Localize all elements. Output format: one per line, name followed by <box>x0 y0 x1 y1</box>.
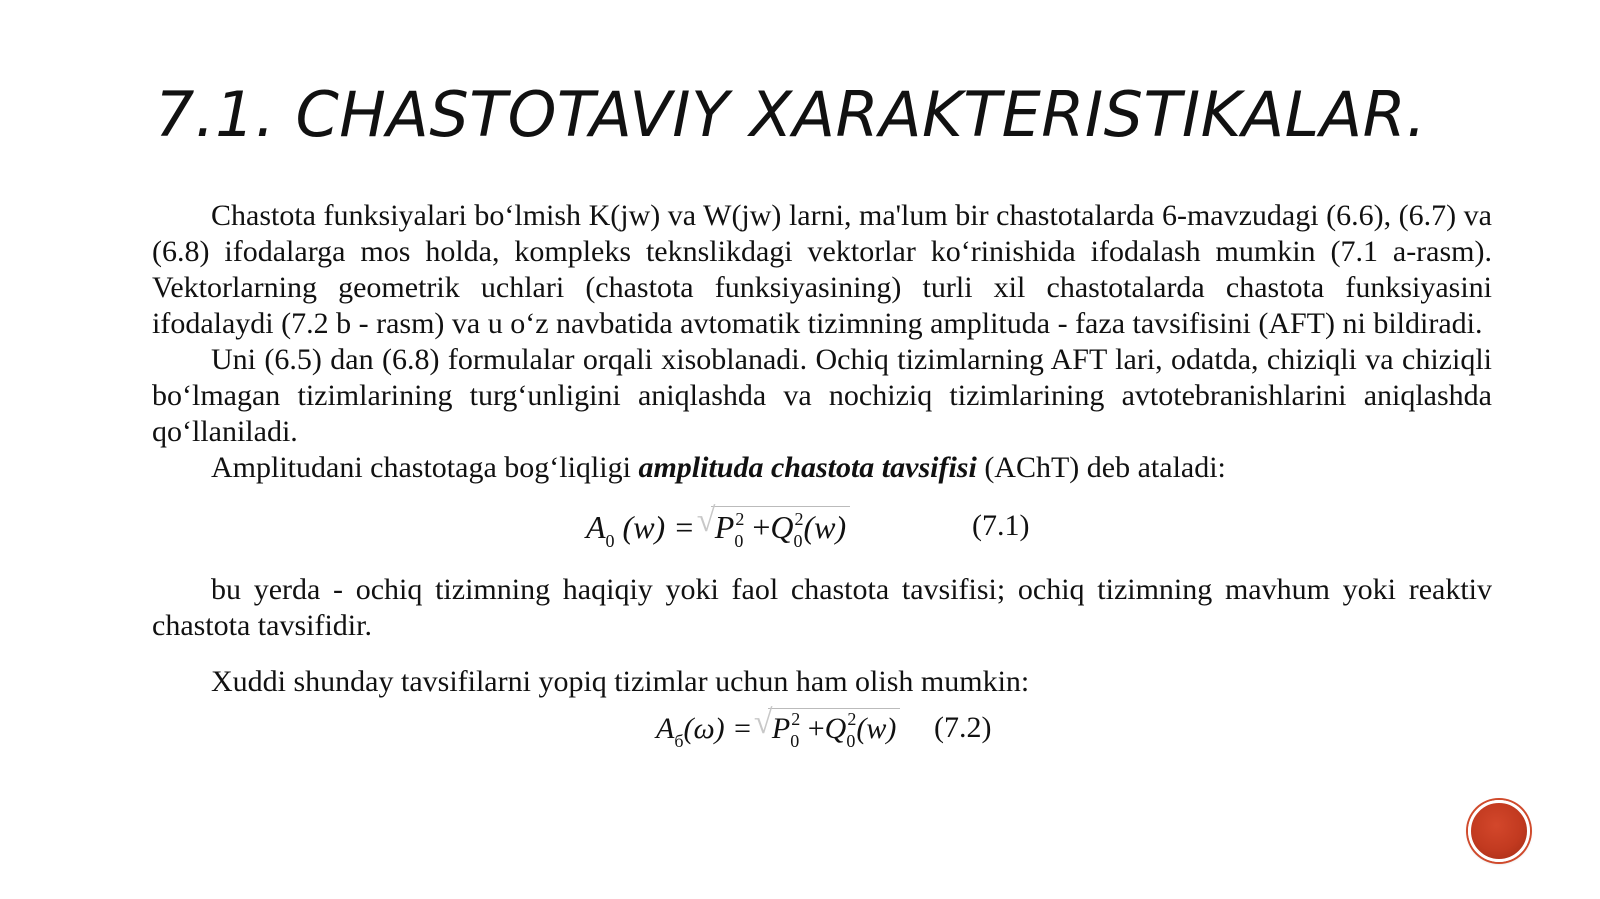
formula-2-p-sup: 2 <box>791 709 801 729</box>
formula-1-q: Q <box>770 509 794 545</box>
formula-1-p: P <box>714 509 735 545</box>
formula-1-p-sub: 0 <box>734 531 744 551</box>
formula-2-q-arg: (w) <box>856 712 897 745</box>
formula-1-lhs: A <box>586 509 606 545</box>
paragraph-3-before: Amplitudani chastotaga bog‘liqligi <box>211 451 639 484</box>
formula-1-q-sub: 0 <box>793 531 803 551</box>
spacer <box>152 644 1492 664</box>
formula-1-p-sup: 2 <box>735 509 745 529</box>
slide-title: 7.1. CHASTOTAVIY XARAKTERISTIKALAR. <box>155 78 1427 151</box>
formula-1-row <box>152 486 1492 572</box>
paragraph-3-after: (AChT) deb ataladi: <box>976 451 1226 484</box>
paragraph-2: Uni (6.5) dan (6.8) formulalar orqali xisoblanadi. Ochiq tizimlarning AFT lari, odatda, chiziqli va chiziqli bo‘lmagan tizimlarining turg‘unligini aniqlashda va nochiziq tizimlarining avtotebranishlarini aniqlashda qo‘llaniladi. <box>152 343 1492 448</box>
paragraph-3 <box>152 450 1492 486</box>
formula-1-q-sup: 2 <box>794 509 804 529</box>
formula-2-q-sub: 0 <box>846 731 856 751</box>
formula-1-q-arg: (w) <box>803 509 847 545</box>
formula-2-lhs: A <box>656 712 675 745</box>
formula-2-lhs-arg: (ω) = <box>683 712 753 745</box>
red-circle-button[interactable] <box>1468 800 1530 862</box>
formula-2-q-sup: 2 <box>847 709 857 729</box>
formula-1-lhs-sub: 0 <box>605 531 615 551</box>
formula-2-plus: + <box>807 712 825 745</box>
formula-1-lhs-arg: (w) = <box>622 509 695 545</box>
paragraph-1: Chastota funksiyalari bo‘lmish K(jw) va W(jw) larni, ma'lum bir chastotalarda 6-mavzudagi (6.6), (6.7) va (6.8) ifodalarga mos holda, kompleks teknslikdagi vektorlar ko‘rinishida ifodalash mumkin (7.1 a-rasm). Vektorlarning geometrik uchlari (chastota funksiyasining) turli xil chastotalarda chastota funksiyasini ifodalaydi (7.2 b - rasm) va u o‘z navbatida avtomatik tizimning amplituda - faza tavsifisini (AFT) ni bildiradi. <box>152 199 1492 340</box>
formula-2-p: P <box>771 712 791 745</box>
formula-1-number: (7.1) <box>972 509 1030 542</box>
slide-body <box>152 198 1492 760</box>
formula-1-sqrt <box>711 506 850 550</box>
formula-2-row <box>152 700 1492 760</box>
paragraph-3-emphasis: amplituda chastota tavsifisi <box>638 451 977 484</box>
formula-2-p-sub: 0 <box>790 731 800 751</box>
formula-2-number: (7.2) <box>934 711 992 744</box>
formula-1-plus: + <box>752 509 771 545</box>
formula-2-lhs-sub: б <box>674 731 684 751</box>
formula-2-q: Q <box>824 712 847 745</box>
formula-2 <box>656 708 900 750</box>
paragraph-4: bu yerda - ochiq tizimning haqiqiy yoki faol chastota tavsifisi; ochiq tizimning mavhum yoki reaktiv chastota tavsifidir. <box>152 573 1492 642</box>
formula-1 <box>586 506 850 550</box>
paragraph-5: Xuddi shunday tavsifilarni yopiq tizimlar uchun ham olish mumkin: <box>211 665 1030 698</box>
formula-2-sqrt <box>768 708 900 750</box>
